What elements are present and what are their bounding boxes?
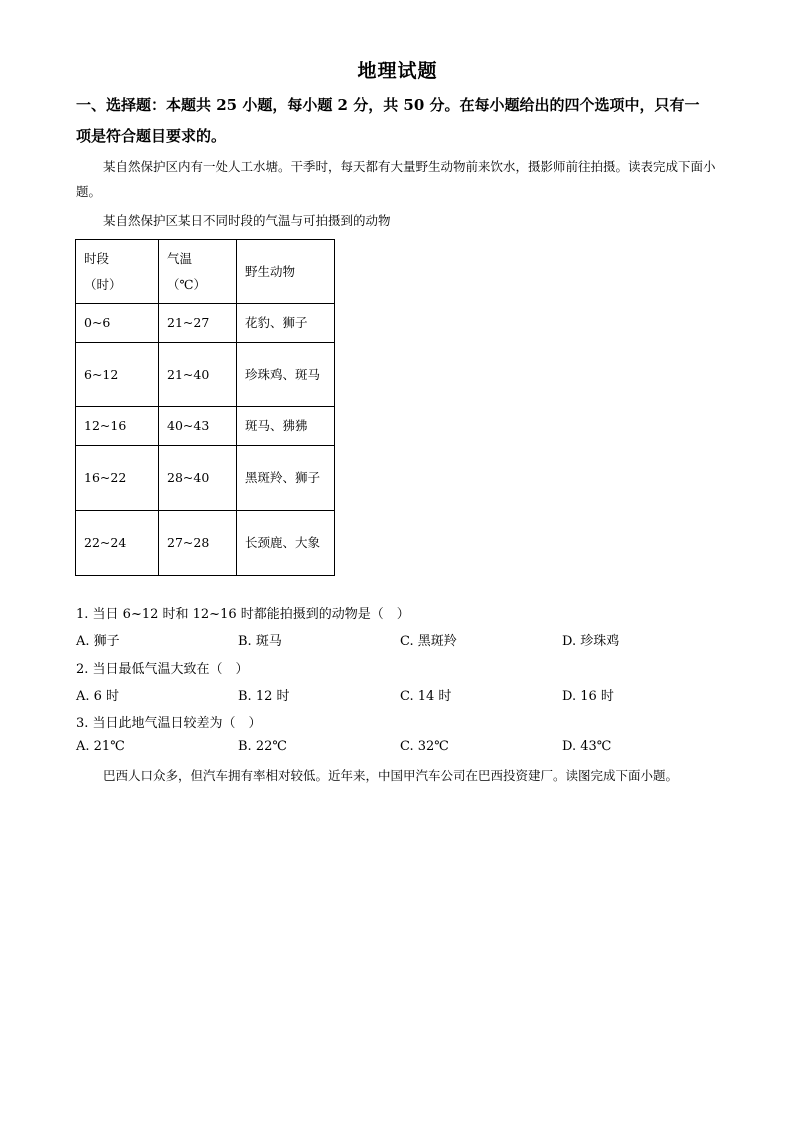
option-3d: D. 43℃ [562,739,612,754]
option-1d: D. 珍珠鸡 [562,634,620,649]
option-2d: D. 16 时 [562,689,614,704]
option-2a: A. 6 时 [76,689,120,704]
table-row [76,343,335,407]
option-1c: C. 黑斑羚 [400,634,457,649]
option-3a: A. 21℃ [76,739,125,754]
option-2c: C. 14 时 [400,689,452,704]
table-header-row [76,240,335,304]
header-time-label: 时段 [84,250,110,266]
cell-temp: 21~40 [159,343,237,407]
header-time [76,240,159,304]
table-caption: 某自然保护区某日不同时段的气温与可拍摄到的动物 [103,213,391,228]
cell-time: 0~6 [76,304,159,343]
header-time-unit: （时） [84,276,122,292]
table-row [76,407,335,446]
question-3: 3. 当日此地气温日较差为（ ） [76,716,262,731]
cell-animals: 长颈鹿、大象 [237,511,335,576]
data-table [75,239,335,576]
cell-temp: 21~27 [159,304,237,343]
cell-temp: 40~43 [159,407,237,446]
cell-temp: 28~40 [159,446,237,511]
option-1a: A. 狮子 [76,634,120,649]
option-2b: B. 12 时 [238,689,290,704]
option-1b: B. 斑马 [238,634,282,649]
header-temp [159,240,237,304]
cell-animals: 珍珠鸡、斑马 [237,343,335,407]
page-title: 地理试题 [357,60,438,82]
question-1: 1. 当日 6~12 时和 12~16 时都能拍摄到的动物是（ ） [76,607,410,622]
question-2: 2. 当日最低气温大致在（ ） [76,662,249,677]
cell-temp: 27~28 [159,511,237,576]
section-heading-line1: 一、选择题：本题共 25 小题，每小题 2 分，共 50 分。在每小题给出的四个选项中，只有一 [76,96,700,114]
intro-paragraph-2: 巴西人口众多，但汽车拥有率相对较低。近年来，中国甲汽车公司在巴西投资建厂。读图完成下面小题。 [103,768,679,783]
cell-time: 6~12 [76,343,159,407]
table-row [76,304,335,343]
cell-animals: 花豹、狮子 [237,304,335,343]
cell-animals: 斑马、狒狒 [237,407,335,446]
section-heading-line2: 项是符合题目要求的。 [76,127,227,145]
cell-time: 16~22 [76,446,159,511]
table-row [76,446,335,511]
cell-time: 22~24 [76,511,159,576]
header-animals: 野生动物 [237,240,335,304]
cell-animals: 黑斑羚、狮子 [237,446,335,511]
table-row [76,511,335,576]
option-3c: C. 32℃ [400,739,449,754]
cell-time: 12~16 [76,407,159,446]
option-3b: B. 22℃ [238,739,287,754]
header-temp-unit: （℃） [167,276,206,292]
header-temp-label: 气温 [167,250,193,266]
intro-paragraph-1: 某自然保护区内有一处人工水塘。干季时，每天都有大量野生动物前来饮水，摄影师前往拍摄。读表完成下面小题。 [76,159,716,199]
